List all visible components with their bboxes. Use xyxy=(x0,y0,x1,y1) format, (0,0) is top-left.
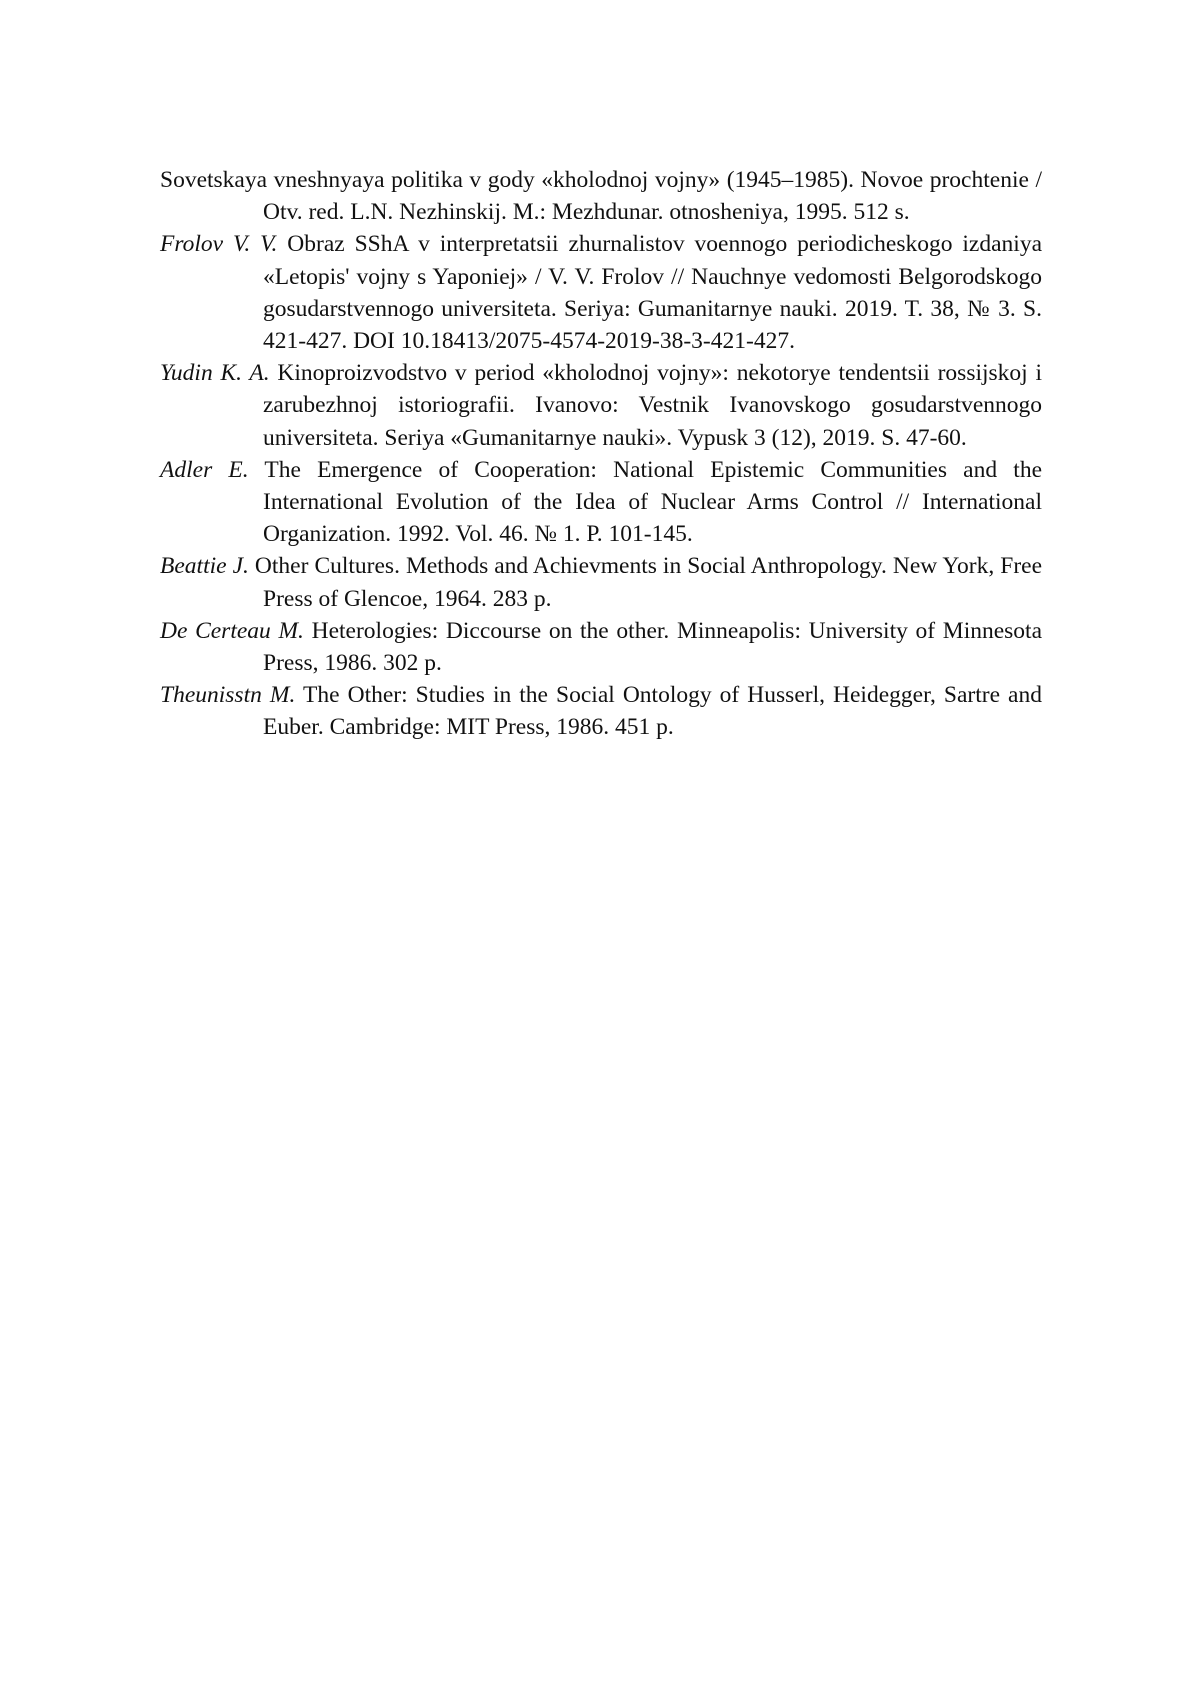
reference-text: Sovetskaya vneshnyaya politika v gody «kholodnoj vojny» (1945–1985). Novoe prochtenie / Otv. red. L.N. Nezhinskij. M.: Mezhdunar. otnosheniya, 1995. 512 s. xyxy=(160,167,1042,226)
reference-item xyxy=(160,454,1042,551)
reference-author: De Certeau M. xyxy=(160,617,304,644)
reference-item xyxy=(160,679,1042,743)
reference-item xyxy=(160,228,1042,357)
reference-text: The Emergence of Cooperation: National Epistemic Communities and the International Evolution of the Idea of Nuclear Arms Control // International Organization. 1992. Vol. 46. № 1. P. 101-145. xyxy=(263,456,1042,548)
reference-text: Heterologies: Diccourse on the other. Minneapolis: University of Minnesota Press, 1986. 302 p. xyxy=(263,617,1043,677)
document-page xyxy=(160,164,1042,744)
reference-text: The Other: Studies in the Social Ontology of Husserl, Heidegger, Sartre and Euber. Cambridge: MIT Press, 1986. 451 p. xyxy=(263,682,1042,741)
reference-item xyxy=(160,357,1042,454)
reference-item xyxy=(160,164,1042,228)
reference-text: Obraz SShA v interpretatsii zhurnalistov voennogo periodicheskogo izdaniya «Letopis' vojny s Yaponiej» / V. V. Frolov // Nauchnye vedomosti Belgorodskogo gosudarstvennogo universiteta. Seriya: Gumanitarnye nauki. 2019. T. 38, № 3. S. 421-427. DOI 10.18413/2075-4574-2019-38-3-421-427. xyxy=(263,231,1042,355)
reference-author: Frolov V. V. xyxy=(160,231,278,258)
reference-author: Beattie J. xyxy=(160,553,249,580)
reference-item xyxy=(160,615,1042,679)
reference-text: Other Cultures. Methods and Achievments in Social Anthropology. New York, Free Press of Glencoe, 1964. 283 p. xyxy=(254,553,1043,612)
reference-list xyxy=(160,164,1042,744)
reference-author: Adler E. xyxy=(160,456,249,483)
reference-text: Kinoproizvodstvo v period «kholodnoj vojny»: nekotorye tendentsii rossijskoj i zarubezhnoj istoriografii. Ivanovo: Vestnik Ivanovskogo gosudarstvennogo universiteta. Seriya «Gumanitarnye nauki». Vypusk 3 (12), 2019. S. 47-60. xyxy=(263,360,1043,451)
reference-author: Yudin K. A. xyxy=(160,360,270,387)
reference-item xyxy=(160,550,1042,614)
reference-author: Theunisstn M. xyxy=(160,682,296,709)
